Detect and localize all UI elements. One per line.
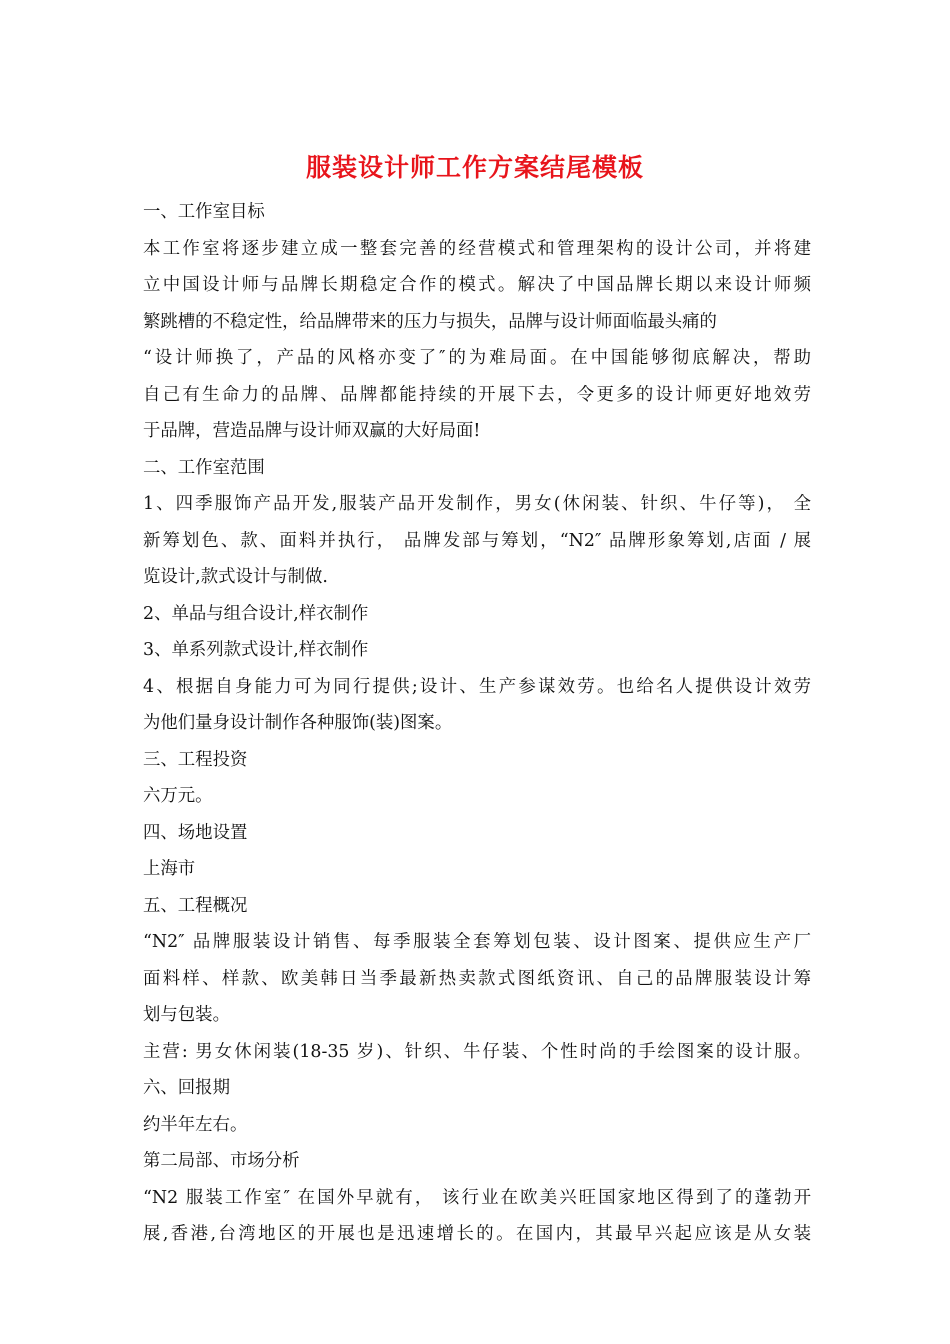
text-line: “N2 服装工作室″ 在国外早就有， 该行业在欧美兴旺国家地区得到了的蓬勃开 bbox=[143, 1187, 811, 1208]
text-line: 五、工程概况 bbox=[143, 895, 248, 916]
text-line: “N2″ 品牌服装设计销售、每季服装全套筹划包装、设计图案、提供应生产厂 bbox=[143, 932, 811, 952]
text-line: 览设计,款式设计与制做. bbox=[143, 567, 328, 587]
text-line: 3、单系列款式设计,样衣制作 bbox=[143, 640, 369, 660]
text-line: 二、工作室范围 bbox=[143, 457, 265, 478]
text-line: 2、单品与组合设计,样衣制作 bbox=[143, 603, 369, 624]
text-line: 新筹划色、款、面料并执行， 品牌发部与筹划，“N2″ 品牌形象筹划,店面 / 展 bbox=[143, 530, 811, 551]
document-body bbox=[143, 194, 811, 1253]
text-line: 第二局部、市场分析 bbox=[143, 1151, 300, 1171]
text-line: 约半年左右。 bbox=[143, 1114, 248, 1135]
text-line: 划与包装。 bbox=[143, 1005, 230, 1025]
document-title: 服装设计师工作方案结尾模板 bbox=[305, 153, 644, 182]
text-line: 自己有生命力的品牌、品牌都能持续的开展下去，令更多的设计师更好地效劳 bbox=[143, 384, 811, 405]
text-line: 三、工程投资 bbox=[143, 749, 248, 770]
text-line: 六万元。 bbox=[143, 786, 213, 806]
text-line: 1、四季服饰产品开发,服装产品开发制作，男女(休闲装、针织、牛仔等)， 全 bbox=[143, 494, 811, 514]
text-line: 主营: 男女休闲装(18-35 岁)、针织、牛仔装、个性时尚的手绘图案的设计服。 bbox=[143, 1041, 811, 1062]
text-line: 展,香港,台湾地区的开展也是迅速增长的。在国内，其最早兴起应该是从女装 bbox=[143, 1224, 811, 1244]
text-line: 4、根据自身能力可为同行提供;设计、生产参谋效劳。也给名人提供设计效劳 bbox=[143, 676, 811, 697]
text-line: 本工作室将逐步建立成一整套完善的经营模式和管理架构的设计公司，并将建 bbox=[143, 238, 811, 259]
text-line: 繁跳槽的不稳定性，给品牌带来的压力与损失，品牌与设计师面临最头痛的 bbox=[143, 311, 717, 332]
text-line: 于品牌，营造品牌与设计师双赢的大好局面! bbox=[143, 421, 481, 441]
text-line: 面料样、样款、欧美韩日当季最新热卖款式图纸资讯、自己的品牌服装设计筹 bbox=[143, 968, 811, 989]
text-line: 一、工作室目标 bbox=[143, 202, 265, 222]
text-line: 四、场地设置 bbox=[143, 822, 248, 843]
text-line: 六、回报期 bbox=[143, 1078, 230, 1098]
text-line: 立中国设计师与品牌长期稳定合作的模式。解决了中国品牌长期以来设计师频 bbox=[143, 275, 811, 295]
text-line: 为他们量身设计制作各种服饰(装)图案。 bbox=[143, 713, 453, 733]
text-line: 上海市 bbox=[143, 859, 196, 879]
text-line: “设计师换了，产品的风格亦变了″的为难局面。在中国能够彻底解决，帮助 bbox=[143, 348, 811, 368]
